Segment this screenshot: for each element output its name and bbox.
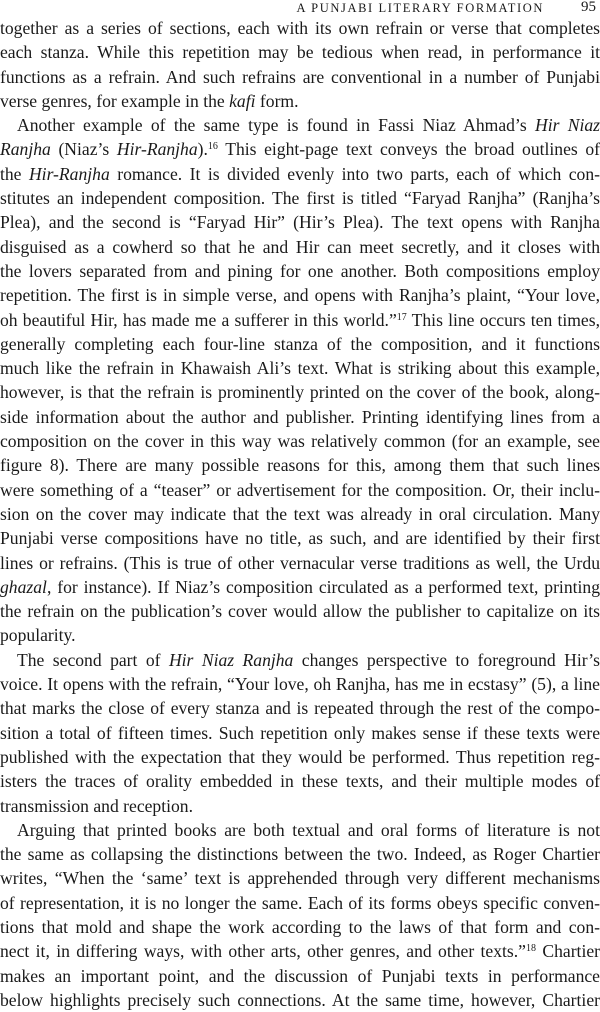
footnote-marker: 17 bbox=[396, 311, 407, 323]
text-line bbox=[0, 502, 600, 526]
italic-text: Hir Niaz bbox=[534, 115, 600, 136]
text-line bbox=[0, 696, 600, 720]
text-run: (Niaz’s bbox=[50, 139, 117, 160]
text-run: were something of a “teaser” or advertisement for the composition. Or, their inclu- bbox=[0, 479, 600, 500]
text-line bbox=[0, 65, 600, 89]
italic-text: kafi bbox=[229, 90, 256, 111]
text-line bbox=[0, 526, 600, 550]
text-line bbox=[0, 623, 600, 647]
text-run: each stanza. While this repetition may be tedious when read, in performance it bbox=[0, 42, 600, 63]
text-line bbox=[0, 964, 600, 988]
text-run: verse genres, for example in the bbox=[0, 90, 230, 111]
text-run: form. bbox=[255, 90, 299, 111]
text-run: side information about the author and publisher. Printing identifying lines from a bbox=[0, 406, 600, 427]
paragraph bbox=[0, 16, 600, 113]
italic-text: Hir Niaz Ranjha bbox=[168, 649, 294, 670]
text-run: the lovers separated from and pining for one another. Both compositions employ bbox=[0, 260, 600, 281]
text-line bbox=[0, 40, 600, 64]
text-line bbox=[0, 162, 600, 186]
italic-text: Ranjha bbox=[0, 139, 51, 160]
text-line bbox=[0, 283, 600, 307]
text-line bbox=[0, 405, 600, 429]
text-line bbox=[0, 235, 600, 259]
text-run: transmission and reception. bbox=[0, 795, 193, 816]
text-line bbox=[0, 721, 600, 745]
footnote-marker: 18 bbox=[526, 943, 536, 955]
text-line bbox=[0, 453, 600, 477]
text-run: popularity. bbox=[0, 625, 76, 646]
text-run: Another example of the same type is found in Fassi Niaz Ahmad’s bbox=[17, 115, 535, 136]
text-run: sion on the cover may indicate that the text was already in oral circulation. Many bbox=[0, 503, 600, 524]
text-line bbox=[0, 866, 600, 890]
text-run: however, is that the refrain is prominently printed on the cover of the book, along- bbox=[0, 382, 600, 403]
text-line bbox=[0, 939, 600, 963]
text-run: The second part of bbox=[17, 649, 169, 670]
text-line bbox=[0, 210, 600, 234]
text-line bbox=[0, 915, 600, 939]
body-text bbox=[0, 16, 600, 1012]
italic-text: Hir-Ranjha bbox=[116, 139, 198, 160]
text-run: below highlights precisely such connections. At the same time, however, Chartier bbox=[0, 989, 600, 1010]
text-run: lines or refrains. (This is true of other vernacular verse traditions as well, the Urdu bbox=[0, 552, 600, 573]
text-run: figure 8). There are many possible reasons for this, among them that such lines bbox=[0, 455, 600, 476]
text-line bbox=[0, 891, 600, 915]
text-run: romance. It is divided evenly into two parts, each of which con- bbox=[109, 163, 600, 184]
text-line bbox=[0, 672, 600, 696]
footnote-marker: 16 bbox=[207, 141, 218, 153]
text-line bbox=[0, 356, 600, 380]
text-run: composition on the cover in this way was relatively common (for an example, see bbox=[0, 431, 600, 452]
text-line bbox=[0, 308, 600, 332]
text-line bbox=[0, 16, 600, 40]
text-line bbox=[0, 599, 600, 623]
text-run: published with the expectation that they would be performed. Thus repetition reg- bbox=[0, 746, 600, 767]
text-run: that marks the close of every stanza and is repeated through the rest of the compo- bbox=[0, 698, 600, 719]
text-run: sition a total of fifteen times. Such repetition only makes sense if these texts were bbox=[0, 722, 600, 743]
text-line bbox=[0, 818, 600, 842]
text-run: Arguing that printed books are both textual and oral forms of literature is not bbox=[17, 819, 600, 840]
text-run: generally completing each four-line stanza of the composition, and it functions bbox=[0, 333, 600, 354]
italic-text: Hir-Ranjha bbox=[28, 163, 110, 184]
text-line bbox=[0, 113, 600, 137]
text-run: This eight-page text conveys the broad outlines of bbox=[217, 139, 600, 160]
text-line bbox=[0, 478, 600, 502]
text-run: , for instance). If Niaz’s composition circulated as a performed text, printing bbox=[46, 576, 600, 597]
page-number: 95 bbox=[581, 0, 596, 15]
text-line bbox=[0, 380, 600, 404]
text-line bbox=[0, 842, 600, 866]
text-run: Chartier bbox=[536, 941, 600, 962]
running-title: A PUNJABI LITERARY FORMATION bbox=[296, 1, 544, 15]
text-run: changes perspective to foreground Hir’s bbox=[293, 649, 600, 670]
text-run: voice. It opens with the refrain, “Your love, oh Ranjha, has me in ecstasy” (5), a line bbox=[0, 674, 600, 695]
text-run: oh beautiful Hir, has made me a sufferer in this world.” bbox=[0, 309, 397, 330]
text-run: functions as a refrain. And such refrains are conventional in a number of Punjabi bbox=[0, 66, 600, 87]
text-run: the refrain on the publication’s cover would allow the publisher to capitalize on its bbox=[0, 601, 600, 622]
text-run: Punjabi verse compositions have no title, as such, and are identified by their first bbox=[0, 528, 600, 549]
text-run: nect it, in differing ways, with other arts, other genres, and other texts.” bbox=[0, 941, 526, 962]
text-run: isters the traces of orality embedded in these texts, and their multiple modes of bbox=[0, 771, 600, 792]
text-run: much like the refrain in Khawaish Ali’s text. What is striking about this example, bbox=[0, 358, 600, 379]
text-line bbox=[0, 259, 600, 283]
text-line bbox=[0, 988, 600, 1012]
text-line bbox=[0, 186, 600, 210]
text-run: disguised as a cowherd so that he and Hir can meet secretly, and it closes with bbox=[0, 236, 600, 257]
text-run: makes an important point, and the discussion of Punjabi texts in performance bbox=[0, 965, 600, 986]
text-line bbox=[0, 745, 600, 769]
text-run: of representation, it is no longer the same. Each of its forms obeys specific conven- bbox=[0, 892, 600, 913]
paragraph bbox=[0, 648, 600, 818]
text-run: the bbox=[0, 163, 29, 184]
italic-text: ghazal bbox=[0, 576, 47, 597]
text-line bbox=[0, 137, 600, 161]
text-line bbox=[0, 769, 600, 793]
text-line bbox=[0, 648, 600, 672]
text-line bbox=[0, 575, 600, 599]
text-line bbox=[0, 429, 600, 453]
text-line bbox=[0, 332, 600, 356]
text-run: This line occurs ten times, bbox=[406, 309, 600, 330]
text-run: stitutes an independent composition. The first is titled “Faryad Ranjha” (Ranjha’s bbox=[0, 188, 600, 209]
text-run: writes, “When the ‘same’ text is apprehended through very different mechanisms bbox=[0, 868, 600, 889]
text-line bbox=[0, 89, 600, 113]
text-run: the same as collapsing the distinctions between the two. Indeed, as Roger Chartier bbox=[0, 844, 600, 865]
text-run: together as a series of sections, each with its own refrain or verse that completes bbox=[0, 18, 600, 38]
text-run: Plea), and the second is “Faryad Hir” (Hir’s Plea). The text opens with Ranjha bbox=[0, 212, 600, 233]
paragraph bbox=[0, 113, 600, 648]
text-run: tions that mold and shape the work according to the laws of that form and con- bbox=[0, 916, 600, 937]
text-run: ). bbox=[197, 139, 208, 160]
text-run: repetition. The first is in simple verse, and opens with Ranjha’s plaint, “Your love, bbox=[0, 285, 600, 306]
paragraph bbox=[0, 818, 600, 1012]
text-line bbox=[0, 551, 600, 575]
text-line bbox=[0, 794, 600, 818]
